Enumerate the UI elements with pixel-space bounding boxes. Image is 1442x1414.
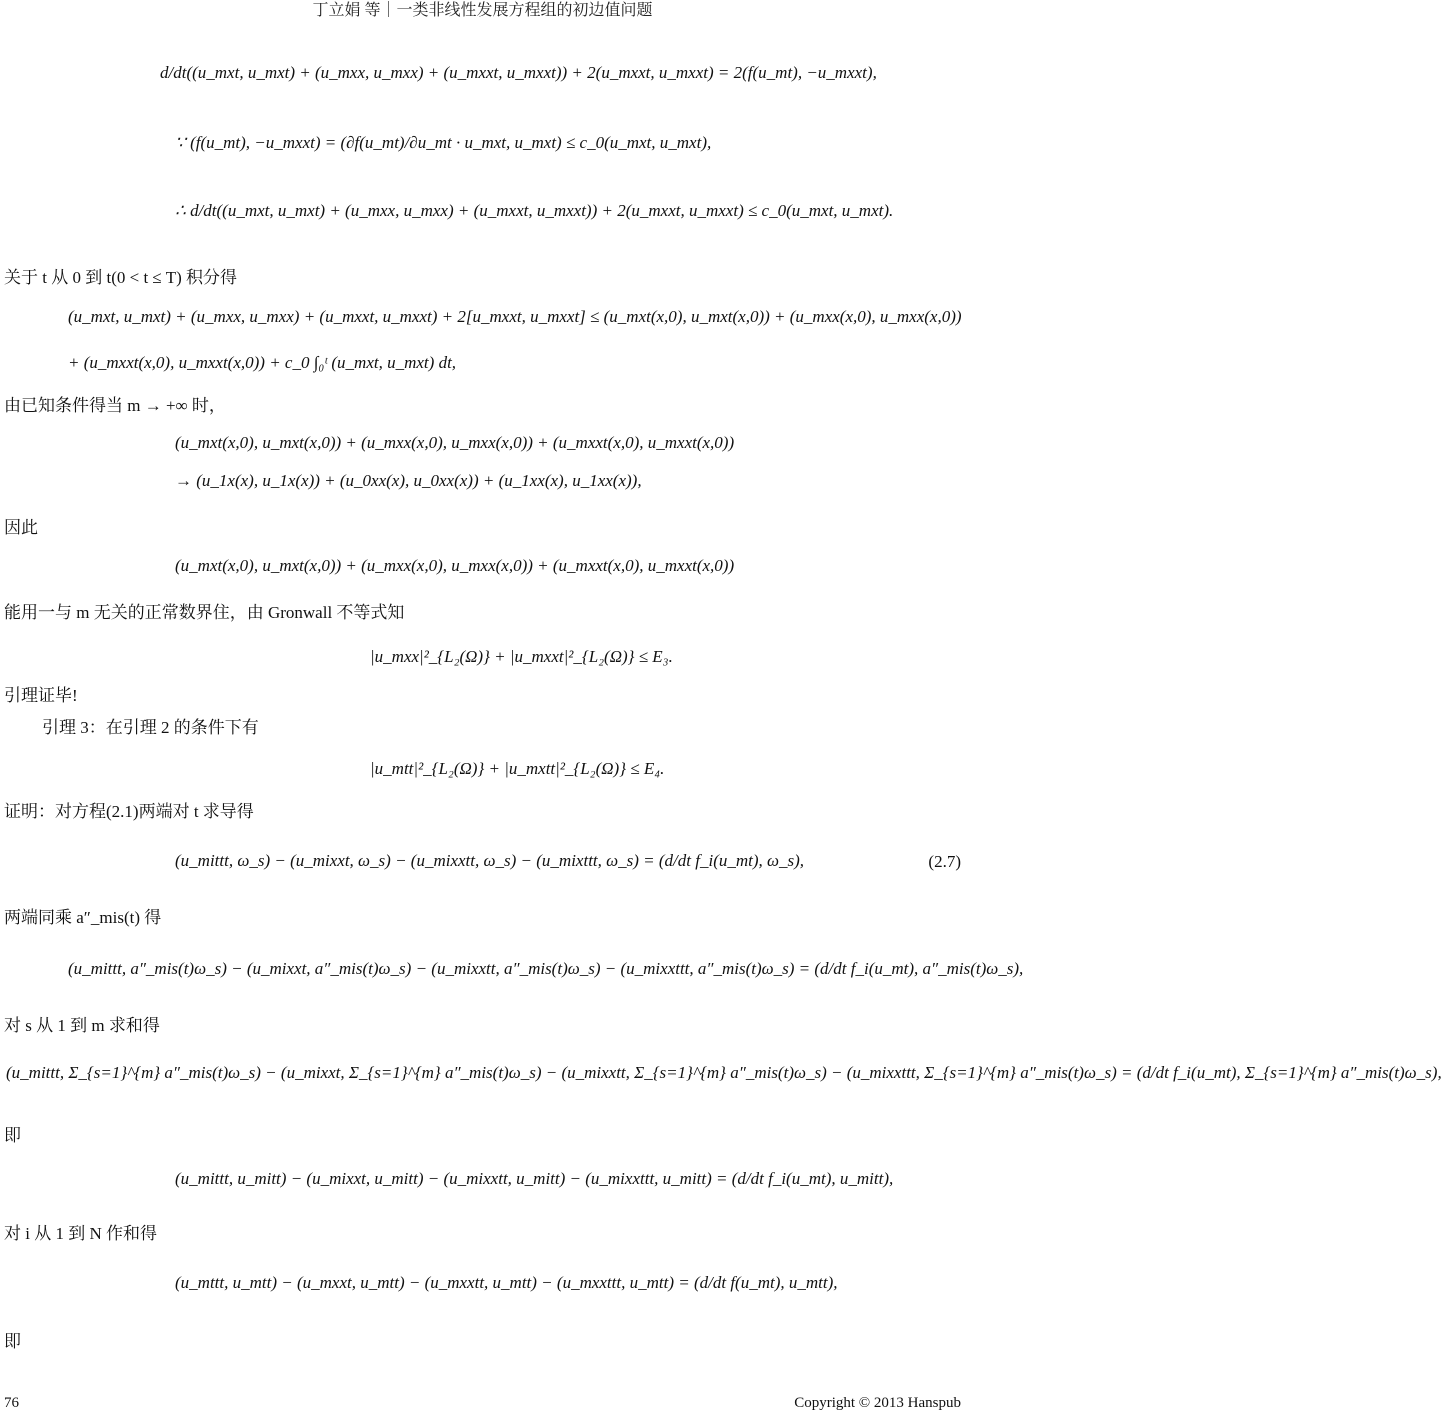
text-line: 对 i 从 1 到 N 作和得 — [4, 1224, 157, 1243]
text-line: 即 — [4, 1332, 21, 1351]
text-line: 关于 t 从 0 到 t(0 < t ≤ T) 积分得 — [4, 268, 237, 287]
text-line: 对 s 从 1 到 m 求和得 — [4, 1016, 160, 1035]
equation: (u_mittt, u_mitt) − (u_mixxt, u_mitt) − (u_mixxtt, u_mitt) − (u_mixxttt, u_mitt) = (d/dt f_i(u_mt), u_mitt), — [175, 1169, 894, 1188]
equation: ∴ d/dt((u_mxt, u_mxt) + (u_mxx, u_mxx) + (u_mxxt, u_mxxt)) + 2(u_mxxt, u_mxxt) ≤ c_0(u_mxt, u_mxt). — [175, 201, 894, 220]
equation: ∵ (f(u_mt), −u_mxxt) = (∂f(u_mt)/∂u_mt · u_mxt, u_mxt) ≤ c_0(u_mxt, u_mxt), — [175, 133, 712, 152]
text-line: 证明：对方程(2.1)两端对 t 求导得 — [4, 802, 254, 821]
equation: (u_mttt, u_mtt) − (u_mxxt, u_mtt) − (u_mxxtt, u_mtt) − (u_mxxttt, u_mtt) = (d/dt f(u_mt), u_mtt), — [175, 1273, 838, 1292]
equation: (u_mittt, Σ_{s=1}^{m} a″_mis(t)ω_s) − (u_mixxt, Σ_{s=1}^{m} a″_mis(t)ω_s) − (u_mixxtt, Σ_{s=1}^{m} a″_mis(t)ω_s) − (u_mixxttt, Σ_{s=1}^{m} a″_mis(t)ω_s) = (d/dt f_i(u_mt), Σ_{s=1}^{m} a″_mis(t)ω_s), — [6, 1063, 1442, 1082]
text-line: 能用一与 m 无关的正常数界住，由 Gronwall 不等式知 — [4, 603, 405, 622]
text-line: 引理 3：在引理 2 的条件下有 — [42, 718, 259, 737]
text-line: 由已知条件得当 m → +∞ 时， — [4, 396, 226, 415]
text-line: 因此 — [4, 518, 38, 537]
equation: → (u_1x(x), u_1x(x)) + (u_0xx(x), u_0xx(x)) + (u_1xx(x), u_1xx(x)), — [175, 471, 642, 490]
equation: (u_mittt, a″_mis(t)ω_s) − (u_mixxt, a″_mis(t)ω_s) − (u_mixxtt, a″_mis(t)ω_s) − (u_mixxttt, a″_mis(t)ω_s) = (d/dt f_i(u_mt), a″_mis(t)ω_s), — [68, 959, 1024, 978]
equation: (u_mxt(x,0), u_mxt(x,0)) + (u_mxx(x,0), u_mxx(x,0)) + (u_mxxt(x,0), u_mxxt(x,0)) — [175, 556, 735, 575]
equation: |u_mtt|²_{L₂(Ω)} + |u_mxtt|²_{L₂(Ω)} ≤ E₄. — [370, 759, 665, 778]
text-line: 两端同乘 a″_mis(t) 得 — [4, 908, 162, 927]
text-line: 引理证毕! — [4, 686, 78, 705]
equation: + (u_mxxt(x,0), u_mxxt(x,0)) + c_0 ∫₀ᵗ (u_mxt, u_mxt) dt, — [68, 353, 457, 372]
running-header: 丁立娟 等｜一类非线性发展方程组的初边值问题 — [312, 2, 653, 19]
equation: (u_mxt, u_mxt) + (u_mxx, u_mxx) + (u_mxxt, u_mxxt) + 2[u_mxxt, u_mxxt] ≤ (u_mxt(x,0), u_mxt(x,0)) + (u_mxx(x,0), u_mxx(x,0)) — [68, 307, 962, 326]
equation-number: (2.7) — [928, 852, 961, 871]
equation: (u_mxt(x,0), u_mxt(x,0)) + (u_mxx(x,0), u_mxx(x,0)) + (u_mxxt(x,0), u_mxxt(x,0)) — [175, 433, 735, 452]
equation: (u_mittt, ω_s) − (u_mixxt, ω_s) − (u_mixxtt, ω_s) − (u_mixttt, ω_s) = (d/dt f_i(u_mt), ω_s), — [175, 851, 805, 870]
copyright-notice: Copyright © 2013 Hanspub — [794, 1395, 961, 1411]
page-number: 76 — [4, 1395, 19, 1411]
equation: |u_mxx|²_{L₂(Ω)} + |u_mxxt|²_{L₂(Ω)} ≤ E₃. — [370, 647, 673, 666]
text-line: 即 — [4, 1126, 21, 1145]
equation: d/dt((u_mxt, u_mxt) + (u_mxx, u_mxx) + (u_mxxt, u_mxxt)) + 2(u_mxxt, u_mxxt) = 2(f(u_mt), −u_mxxt), — [160, 63, 877, 82]
